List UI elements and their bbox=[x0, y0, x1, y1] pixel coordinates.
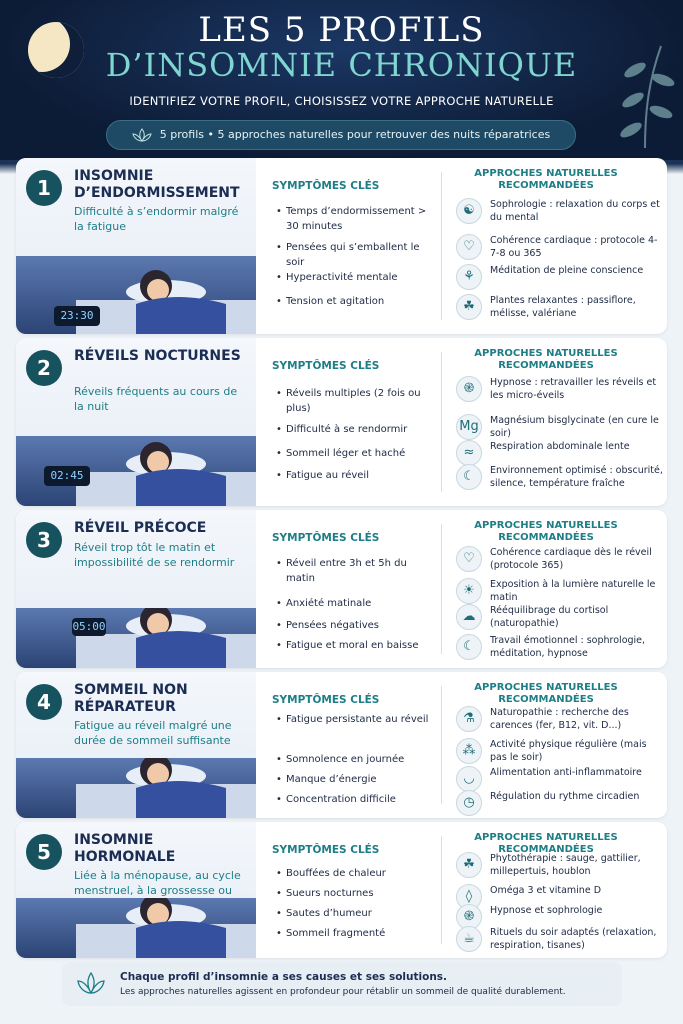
approach-item bbox=[456, 604, 666, 634]
lotus-icon bbox=[76, 971, 106, 997]
bedroom-illustration bbox=[16, 608, 256, 668]
symptom-item: • Fatigue et moral en baisse bbox=[276, 638, 436, 653]
footer-note bbox=[62, 962, 622, 1006]
test-tube-icon: ⚗ bbox=[456, 706, 482, 732]
profile-number-badge: 5 bbox=[26, 834, 62, 870]
symptoms-heading: SYMPTÔMES CLÉS bbox=[272, 844, 380, 856]
symptoms-column bbox=[266, 158, 436, 334]
approach-item bbox=[456, 198, 666, 228]
page-title-line1: LES 5 PROFILS bbox=[198, 10, 485, 50]
profile-left-panel bbox=[16, 338, 256, 506]
approach-item bbox=[456, 926, 666, 956]
approach-item bbox=[456, 706, 666, 736]
heart-rate-icon: ♡ bbox=[456, 234, 482, 260]
approaches-heading: APPROCHES NATURELLES RECOMMANDÉES bbox=[474, 682, 618, 705]
alarm-clock-display: 02:45 bbox=[44, 466, 90, 486]
approach-item bbox=[456, 264, 666, 294]
approach-text: Phytothérapie : sauge, gattilier, millepertuis, houblon bbox=[490, 853, 641, 877]
approach-text: Régulation du rythme circadien bbox=[490, 791, 640, 802]
bedroom-illustration bbox=[16, 256, 256, 334]
approach-text: Oméga 3 et vitamine D bbox=[490, 885, 602, 896]
profile-title: SOMMEIL NON RÉPARATEUR bbox=[74, 682, 188, 715]
profile-left-panel bbox=[16, 510, 256, 668]
symptom-item: • Tension et agitation bbox=[276, 294, 436, 309]
symptom-item: • Hyperactivité mentale bbox=[276, 270, 436, 285]
approach-text: Cohérence cardiaque : protocole 4-7-8 ou 365 bbox=[490, 235, 658, 259]
profile-card-2 bbox=[16, 338, 667, 506]
approach-text: Travail émotionnel : sophrologie, méditation, hypnose bbox=[490, 635, 646, 659]
approach-item bbox=[456, 852, 666, 882]
approach-item bbox=[456, 376, 666, 406]
approaches-column bbox=[446, 338, 667, 506]
profile-description: Réveil trop tôt le matin et impossibilité de se rendormir bbox=[74, 541, 235, 569]
symptom-item: • Anxiété matinale bbox=[276, 596, 436, 611]
column-divider bbox=[441, 524, 442, 654]
symptoms-column bbox=[266, 822, 436, 958]
herb-icon: ☘ bbox=[456, 852, 482, 878]
approaches-column bbox=[446, 672, 667, 818]
profile-left-panel bbox=[16, 672, 256, 818]
sleeper-illustration bbox=[16, 608, 256, 668]
lotus-icon: ⚘ bbox=[456, 264, 482, 290]
symptom-item: • Sautes d’humeur bbox=[276, 906, 436, 921]
approach-text: Respiration abdominale lente bbox=[490, 441, 630, 452]
profile-number-badge: 4 bbox=[26, 684, 62, 720]
footer-line1: Chaque profil d’insomnie a ses causes et ses solutions. bbox=[120, 971, 448, 983]
approach-text: Rituels du soir adaptés (relaxation, respiration, tisanes) bbox=[490, 927, 657, 951]
spiral-icon: ֎ bbox=[456, 376, 482, 402]
symptoms-column bbox=[266, 510, 436, 668]
symptom-item: • Réveil entre 3h et 5h du matin bbox=[276, 556, 436, 586]
shoe-icon: ⁂ bbox=[456, 738, 482, 764]
sleeper-illustration bbox=[16, 256, 256, 334]
column-divider bbox=[441, 172, 442, 320]
symptoms-heading: SYMPTÔMES CLÉS bbox=[272, 360, 380, 372]
sleeper-illustration bbox=[16, 758, 256, 818]
symptom-item: • Fatigue au réveil bbox=[276, 468, 436, 483]
bedroom-illustration bbox=[16, 758, 256, 818]
approach-text: Plantes relaxantes : passiflore, mélisse, valériane bbox=[490, 295, 636, 319]
approach-text: Naturopathie : recherche des carences (fer, B12, vit. D...) bbox=[490, 707, 629, 731]
approach-item bbox=[456, 790, 666, 818]
profile-card-3 bbox=[16, 510, 667, 668]
page-subtitle: IDENTIFIEZ VOTRE PROFIL, CHOISISSEZ VOTRE APPROCHE NATURELLE bbox=[129, 94, 554, 108]
summary-pill bbox=[106, 120, 576, 150]
moon-icon: ☾ bbox=[456, 634, 482, 660]
profile-title: INSOMNIE HORMONALE bbox=[74, 832, 176, 865]
symptoms-heading: SYMPTÔMES CLÉS bbox=[272, 694, 380, 706]
profile-title: RÉVEILS NOCTURNES bbox=[74, 348, 241, 364]
symptom-item: • Concentration difficile bbox=[276, 792, 436, 807]
approach-text: Hypnose et sophrologie bbox=[490, 905, 603, 916]
column-divider bbox=[441, 686, 442, 804]
profile-card-1 bbox=[16, 158, 667, 334]
approach-item bbox=[456, 234, 666, 264]
herb-icon: ☘ bbox=[456, 294, 482, 320]
symptom-item: • Sommeil fragmenté bbox=[276, 926, 436, 941]
approach-text: Magnésium bisglycinate (en cure le soir) bbox=[490, 415, 659, 439]
approaches-column bbox=[446, 510, 667, 668]
approach-text: Méditation de pleine conscience bbox=[490, 265, 644, 276]
symptoms-column bbox=[266, 338, 436, 506]
profile-title: INSOMNIE D’ENDORMISSEMENT bbox=[74, 168, 240, 201]
page-title-line2: D’INSOMNIE CHRONIQUE bbox=[105, 46, 578, 84]
profile-left-panel bbox=[16, 158, 256, 334]
approaches-heading: APPROCHES NATURELLES RECOMMANDÉES bbox=[474, 348, 618, 371]
symptoms-heading: SYMPTÔMES CLÉS bbox=[272, 180, 380, 192]
symptoms-heading: SYMPTÔMES CLÉS bbox=[272, 532, 380, 544]
profile-title: RÉVEIL PRÉCOCE bbox=[74, 520, 207, 536]
bowl-icon: ◡ bbox=[456, 766, 482, 792]
lotus-icon bbox=[132, 128, 152, 142]
symptom-item: • Pensées négatives bbox=[276, 618, 436, 633]
symptom-item: • Sueurs nocturnes bbox=[276, 886, 436, 901]
symptom-item: • Sommeil léger et haché bbox=[276, 446, 436, 461]
brain-icon: ☁ bbox=[456, 604, 482, 630]
symptom-item: • Difficulté à se rendormir bbox=[276, 422, 436, 437]
profile-card-4 bbox=[16, 672, 667, 818]
moon-icon: ☾ bbox=[456, 464, 482, 490]
profile-description: Liée à la ménopause, au cycle menstruel, à la grossesse ou bbox=[74, 869, 241, 897]
bedroom-illustration bbox=[16, 898, 256, 958]
approach-text: Environnement optimisé : obscurité, silence, température fraîche bbox=[490, 465, 663, 489]
profile-number-badge: 2 bbox=[26, 350, 62, 386]
profile-number-badge: 1 bbox=[26, 170, 62, 206]
profile-left-panel bbox=[16, 822, 256, 958]
approaches-heading: APPROCHES NATURELLES RECOMMANDÉES bbox=[474, 168, 618, 191]
column-divider bbox=[441, 836, 442, 944]
alarm-clock-display: 05:00 bbox=[72, 618, 106, 636]
sleeper-illustration bbox=[16, 898, 256, 958]
approach-text: Rééquilibrage du cortisol (naturopathie) bbox=[490, 605, 609, 629]
breath-icon: ≈ bbox=[456, 440, 482, 466]
approach-text: Cohérence cardiaque dès le réveil (protocole 365) bbox=[490, 547, 652, 571]
symptom-item: • Manque d’énergie bbox=[276, 772, 436, 787]
symptom-item: • Temps d’endormissement > 30 minutes bbox=[276, 204, 436, 234]
symptom-item: • Réveils multiples (2 fois ou plus) bbox=[276, 386, 436, 416]
symptom-item: • Somnolence en journée bbox=[276, 752, 436, 767]
approaches-heading: APPROCHES NATURELLES RECOMMANDÉES bbox=[474, 832, 618, 855]
column-divider bbox=[441, 352, 442, 492]
profile-description: Fatigue au réveil malgré une durée de sommeil suffisante bbox=[74, 719, 232, 747]
approach-item bbox=[456, 546, 666, 576]
symptom-item: • Fatigue persistante au réveil bbox=[276, 712, 436, 727]
magnesium-icon: Mg bbox=[456, 414, 482, 440]
approach-text: Exposition à la lumière naturelle le matin bbox=[490, 579, 656, 603]
profile-number-badge: 3 bbox=[26, 522, 62, 558]
approach-item bbox=[456, 294, 666, 324]
approach-text: Activité physique régulière (mais pas le soir) bbox=[490, 739, 647, 763]
header bbox=[0, 0, 683, 160]
summary-pill-text: 5 profils • 5 approches naturelles pour retrouver des nuits réparatrices bbox=[159, 128, 551, 141]
approaches-column bbox=[446, 158, 667, 334]
footer-line2: Les approches naturelles agissent en profondeur pour rétablir un sommeil de qualité durablement. bbox=[120, 987, 566, 997]
sun-icon: ☀ bbox=[456, 578, 482, 604]
approaches-heading: APPROCHES NATURELLES RECOMMANDÉES bbox=[474, 520, 618, 543]
approach-item bbox=[456, 738, 666, 768]
approach-item bbox=[456, 464, 666, 494]
approach-text: Alimentation anti-inflammatoire bbox=[490, 767, 642, 778]
clock-icon: ◷ bbox=[456, 790, 482, 816]
spiral-icon: ֎ bbox=[456, 904, 482, 930]
approach-text: Hypnose : retravailler les réveils et les micro-éveils bbox=[490, 377, 657, 401]
profile-description: Difficulté à s’endormir malgré la fatigue bbox=[74, 205, 239, 233]
profile-card-5 bbox=[16, 822, 667, 958]
cup-icon: ☕ bbox=[456, 926, 482, 952]
approach-item bbox=[456, 634, 666, 664]
meditation-icon: ☯ bbox=[456, 198, 482, 224]
alarm-clock-display: 23:30 bbox=[54, 306, 100, 326]
symptom-item: • Bouffées de chaleur bbox=[276, 866, 436, 881]
profile-description: Réveils fréquents au cours de la nuit bbox=[74, 385, 238, 413]
drop-icon: ◊ bbox=[456, 884, 482, 910]
symptom-item: • Pensées qui s’emballent le soir bbox=[276, 240, 436, 270]
heart-rate-icon: ♡ bbox=[456, 546, 482, 572]
approaches-column bbox=[446, 822, 667, 958]
symptoms-column bbox=[266, 672, 436, 818]
approach-text: Sophrologie : relaxation du corps et du mental bbox=[490, 199, 660, 223]
